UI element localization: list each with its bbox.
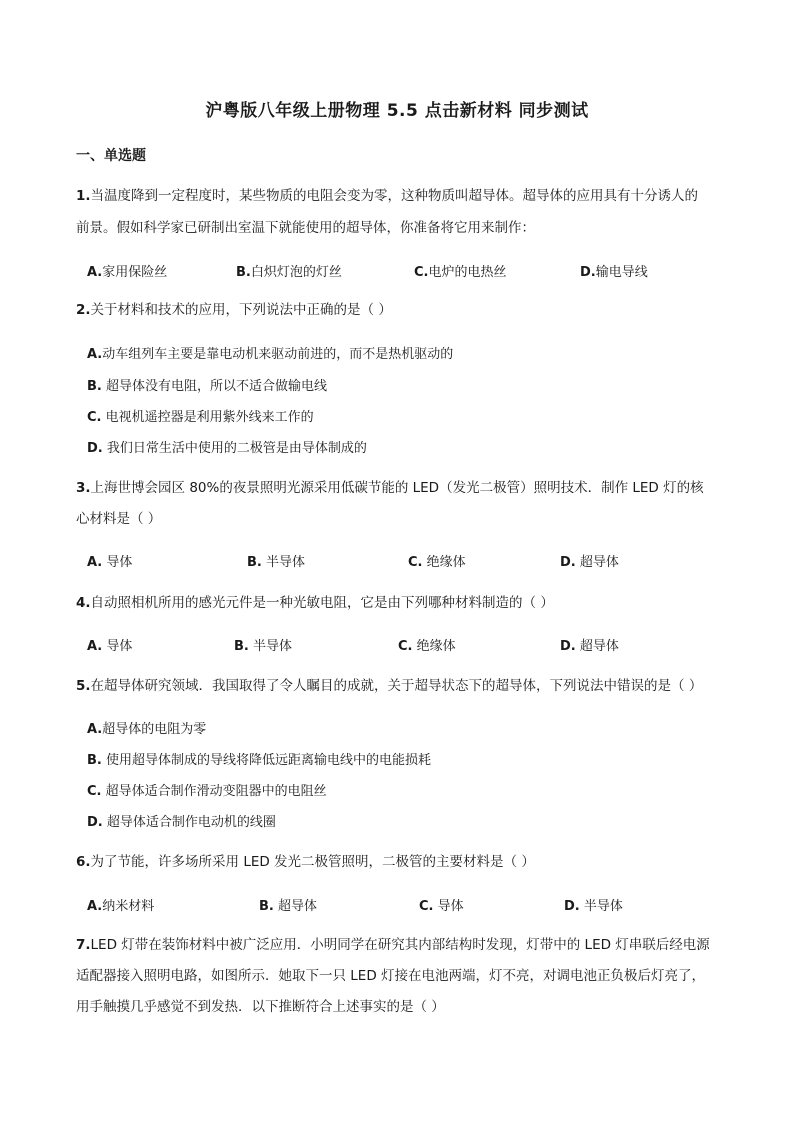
question-3-option-a: A. 导体 (87, 555, 133, 570)
question-3-option-d: D. 超导体 (560, 555, 619, 570)
question-5-option-d: D. 超导体适合制作电动机的线圈 (87, 815, 276, 830)
question-4-option-b: B. 半导体 (234, 639, 293, 654)
question-4-option-c: C. 绝缘体 (398, 639, 456, 654)
question-4-number: 4. (76, 595, 91, 611)
question-6-option-d: D. 半导体 (564, 899, 623, 914)
question-4-option-d: D. 超导体 (560, 639, 619, 654)
question-6-option-c: C. 导体 (419, 899, 464, 914)
question-1-number: 1. (76, 188, 91, 204)
question-3-option-c: C. 绝缘体 (408, 555, 466, 570)
question-1-option-a: A.家用保险丝 (87, 265, 168, 280)
question-7-number: 7. (76, 937, 91, 953)
question-1-line-2: 前景。假如科学家已研制出室温下就能使用的超导体，你准备将它用来制作： (76, 220, 535, 236)
question-3-option-b: B. 半导体 (247, 555, 306, 570)
question-5-line-1: 5.在超导体研究领域．我国取得了令人瞩目的成就，关于超导状态下的超导体，下列说法中错误的是（ ） (76, 678, 703, 694)
question-2-number: 2. (76, 302, 91, 318)
question-3-line-1: 3.上海世博会园区 80%的夜景照明光源采用低碳节能的 LED（发光二极管）照明技术．制作 LED 灯的核 (76, 480, 704, 496)
question-4-option-a: A. 导体 (87, 639, 133, 654)
question-5-option-b: B. 使用超导体制成的导线将降低远距离输电线中的电能损耗 (87, 753, 432, 768)
question-3-line-2: 心材料是（ ） (76, 511, 162, 527)
question-2-option-c: C. 电视机遥控器是利用紫外线来工作的 (87, 410, 314, 425)
question-2-option-b: B. 超导体没有电阻，所以不适合做输电线 (87, 379, 328, 394)
question-2-option-a: A.动车组列车主要是靠电动机来驱动前进的，而不是热机驱动的 (87, 347, 454, 362)
question-5-number: 5. (76, 678, 91, 694)
section-heading: 一、单选题 (76, 148, 146, 164)
document-title: 沪粤版八年级上册物理 5.5 点击新材料 同步测试 (205, 101, 589, 121)
question-3-number: 3. (76, 480, 91, 496)
question-6-option-a: A.纳米材料 (87, 899, 155, 914)
question-1-option-b: B.白炽灯泡的灯丝 (236, 265, 342, 280)
question-6-line-1: 6.为了节能，许多场所采用 LED 发光二极管照明，二极管的主要材料是（ ） (76, 854, 535, 870)
question-2-option-d: D. 我们日常生活中使用的二极管是由导体制成的 (87, 441, 367, 456)
question-7-line-1: 7.LED 灯带在装饰材料中被广泛应用．小明同学在研究其内部结构时发现，灯带中的 LED 灯串联后经电源 (76, 937, 710, 953)
question-5-option-c: C. 超导体适合制作滑动变阻器中的电阻丝 (87, 784, 327, 799)
question-1-line-1: 1.当温度降到一定程度时，某些物质的电阻会变为零，这种物质叫超导体。超导体的应用具有十分诱人的 (76, 188, 699, 204)
question-7-line-2: 适配器接入照明电路，如图所示．她取下一只 LED 灯接在电池两端，灯不亮，对调电池正负极后灯亮了， (76, 968, 706, 984)
question-1-option-d: D.输电导线 (580, 265, 648, 280)
question-7-line-3: 用手触摸几乎感觉不到发热．以下推断符合上述事实的是（ ） (76, 999, 445, 1015)
question-2-line-1: 2.关于材料和技术的应用，下列说法中正确的是（ ） (76, 302, 392, 318)
question-1-option-c: C.电炉的电热丝 (414, 265, 507, 280)
question-6-number: 6. (76, 854, 91, 870)
question-5-option-a: A.超导体的电阻为零 (87, 722, 207, 737)
question-6-option-b: B. 超导体 (259, 899, 318, 914)
question-4-line-1: 4.自动照相机所用的感光元件是一种光敏电阻，它是由下列哪种材料制造的（ ） (76, 595, 554, 611)
